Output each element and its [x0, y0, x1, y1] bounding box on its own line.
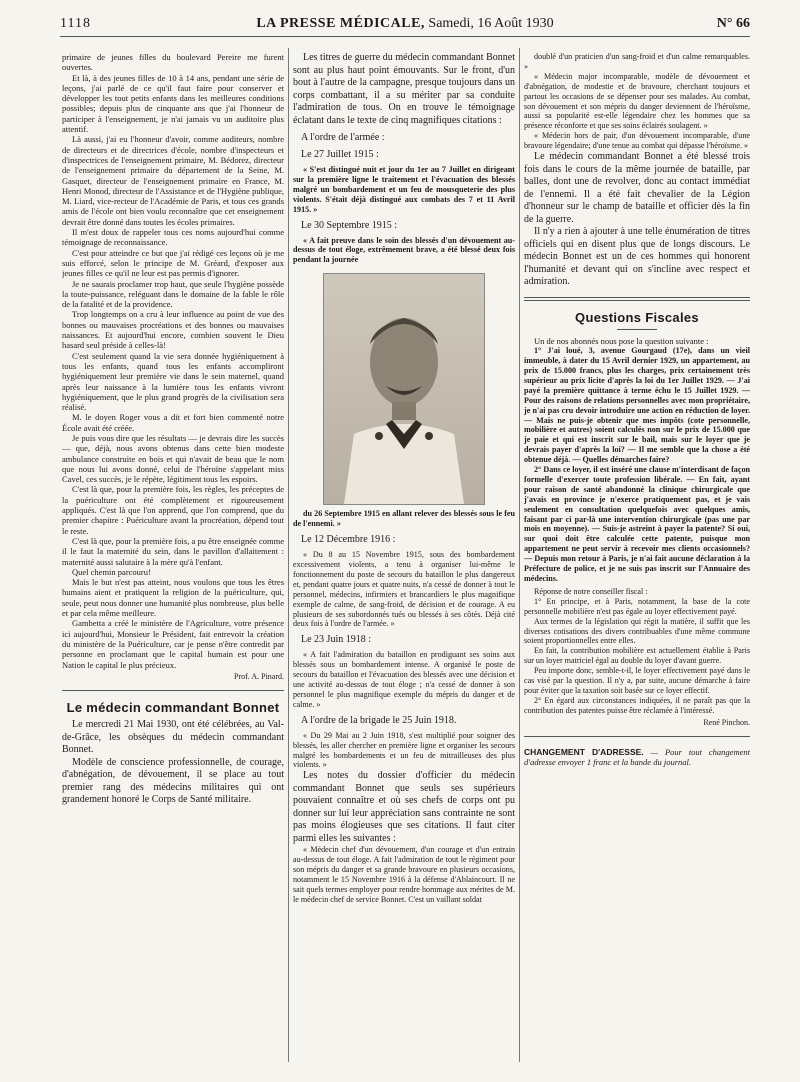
body-paragraph: Je puis vous dire que les résultats — je devrais dire les succès — que, déjà, nous avons obtenus dans cette bien modeste ambulance construite en bois et qui n'avait de beau que le nom que nous lui avons donné, celui de l'héroïne s'appelant miss Cavel, ces succès, je le répète, légitiment tous les espoirs. [62, 432, 284, 485]
body-paragraph: C'est seulement quand la vie sera donnée hygiéniquement à tous les enfants, quand tous les enfants accompliront hygiéniquement leur première vie dans le sein maternel, quand après leur naissance à la lumière tous les enfants vivront hygiéniquement, que le plus grand progrès de la civilisation sera réalisé. [62, 350, 284, 413]
citation-text: « Médecin major incomparable, modèle de dévouement et d'abnégation, de modestie et de bravoure, cherchant toujours et partout les occasions de se dépenser pour ses malades. Au combat, son dévouement et son mépris du danger deviennent de l'héroïsme, aussi sa popularité est-elle légendaire chez les hommes que sa présence réconforte et que ses soins éclairés soulagent. » [524, 71, 750, 131]
section-divider [524, 297, 750, 298]
reply-text: 1° En principe, et à Paris, notamment, la base de la cote personnelle mobilière n'est pas égale au loyer effectivement payé. [524, 596, 750, 616]
citation-date: Le 27 Juillet 1915 : [301, 149, 379, 160]
body-paragraph: M. le doyen Roger vous a dit et fort bien commenté notre École avait été créée. [62, 412, 284, 433]
column-1 [62, 52, 284, 1060]
reply-text: Aux termes de la législation qui régit la matière, il suffit que les diverses cotisations des divers contribuables d'une même commune soient proportionnelles entre elles. [524, 616, 750, 646]
body-paragraph: Quel chemin parcouru! [72, 566, 151, 577]
citation-date: Le 12 Décembre 1916 : [301, 534, 396, 546]
body-paragraph: Et là, à des jeunes filles de 10 à 14 ans, pendant une série de leçons, j'ai parlé de ce qu'il faut faire pour conserver et développer les tout petits enfants dans les meilleures conditions possibles; depuis plus de cinquante ans que j'ai l'honneur de participer à l'enseignement, je n'ai jamais vu un auditoire plus attentif. [62, 72, 284, 135]
page-number: 1118 [60, 16, 91, 31]
issue-date: Samedi, 16 Août 1930 [428, 16, 554, 31]
body-paragraph: Trop longtemps on a cru à leur influence au point de vue des bonnes ou mauvaises procréations et des bonnes ou mauvaises naissances. Et aujourd'hui encore, combien souvent le Dieu hasard seul préside à celles-là! [62, 309, 284, 351]
body-paragraph: Un de nos abonnés nous pose la question suivante : [534, 335, 709, 346]
citation-text: « Du 29 Mai au 2 Juin 1918, s'est multiplié pour soigner des blessés, les aller chercher en première ligne et organiser les secours malgré les bombardements et un feu de mitrailleuses des plus violents. » [293, 730, 515, 770]
citation-date: Le 30 Septembre 1915 : [301, 219, 398, 231]
citation-text: « S'est distingué nuit et jour du 1er au 7 Juillet en dirigeant sur la première ligne le traitement et l'évacuation des blessés malgré un bombardement et un feu de mousqueterie des plus violents. S'était déjà distingué aux combats des 7 et 11 Avril 1915. » [293, 165, 515, 214]
question-text: 1° J'ai loué, 3, avenue Gourgaud (17e), dans un vieil immeuble, à dater du 15 Avril dernier 1929, un appartement, au prix de 15.000 francs, plus les charges, prix certainement très supérieur au prix licite d'après la loi du 1er Juillet 1929. — J'ai payé la première quittance à terme échu le 15 Juillet 1929. — Pour des raisons de relations personnelles avec mon propriétaire, je n'ai pas cru devoir introduire une action en réduction de loyer. — Mais ne puis-je obtenir que mes impôts (cote personnelle, mobilière et autres) soient calculés non sur le prix de 15.000 que je paie et qui est inscrit sur le bail, mais sur le loyer que je devrais payer d'après la loi? — Il me semble que la chose a été obtenue déjà. — Quelles démarches faire? [524, 346, 750, 465]
address-change-notice [524, 747, 750, 768]
author-signature: Prof. A. Pinard. [234, 671, 284, 681]
citation-text: « Du 8 au 15 Novembre 1915, sous des bombardement excessivement violents, a tenu à organiser lui-même le fonctionnement du poste de secours du bataillon le plus dangereux et, pendant quatre jours et quatre nuits, n'a cessé de donner à tout le personnel, médecins, infirmiers et brancardiers le plus magnifique exemple de calme, de sang-froid, de décision et de courage. A eu plusieurs de ses subordonnés tués ou blessés à ses côtés. Déjà cité deux fois à l'ordre de l'armée. » [293, 550, 515, 629]
column-rule [519, 48, 520, 1062]
article-title: Le médecin commandant Bonnet [66, 700, 280, 716]
section-divider [524, 736, 750, 737]
reply-text: Peu importe donc, semble-t-il, le loyer effectivement payé dans le cas visé par la question. Il n'y a, par suite, aucune démarche à faire pour éviter que la taxation soit basée sur ce loyer effectif. [524, 666, 750, 695]
reply-heading: Réponse de notre conseiller fiscal : [534, 586, 648, 596]
citation-text: du 26 Septembre 1915 en allant relever des blessés sous le feu de l'ennemi. » [293, 509, 515, 529]
journal-name: LA PRESSE MÉDICALE, [256, 16, 425, 31]
column-2 [293, 52, 515, 1062]
reply-text: 2° En égard aux circonstances indiquées, il ne paraît pas que la contribution des patentes puisse être réclamée à l'intéressé. [524, 695, 750, 715]
citation-text: « A fait preuve dans le soin des blessés d'un dévouement au-dessus de tout éloge, extrêmement brave, a été blessé deux fois pendant la journée [293, 235, 515, 265]
journal-title-line [60, 16, 750, 32]
body-paragraph: C'est là que, pour la première fois, les règles, les préceptes de la puériculture ont été complètement et rigoureusement appliqués. C'est là que l'on apprend, que l'on comprend, que du premier chapitre : Puériculture avant la procréation, dépend tout le reste. [62, 484, 284, 536]
article-paragraph: Modèle de conscience professionnelle, de courage, d'abnégation, de dévouement, il se place au tout premier rang des médecins militaires qui ont grandement honoré le Corps de Santé militaire. [62, 756, 284, 806]
column-rule [288, 48, 289, 1062]
article-paragraph: Le médecin commandant Bonnet a été blessé trois fois dans le cours de la même journée de bataille, par balles, dont une de revolver, donc au contact immédiat de l'ennemi. Il a été fait chevalier de la Légion d'honneur sur le champ de bataille et officier dès la fin de la guerre. [524, 151, 750, 225]
page-header [60, 14, 750, 37]
section-divider [62, 690, 284, 691]
body-paragraph: Il m'est doux de rappeler tous ces noms aujourd'hui comme témoignage de reconnaissance. [62, 227, 284, 248]
question-text: 2° Dans ce loyer, il est inséré une clause m'interdisant de façon formelle d'exercer toute profession libérale. — En fait, ayant pour raison de santé abandonné la clinique chirurgicale que j'avais en province je n'exerce pratiquement pas, et je vais seulement en consultation quelquefois avec quelques amis, faisant par ci par-là une intervention chirurgicale (pas une par mois en moyenne). — Suis-je astreint à payer la patente? Si oui, sur quoi doit être calculée cette patente, puisque mon appartement ne peut servir à recevoir mes clients occasionnels? — Depuis mon retour à Paris, je n'ai fait aucune déclaration à la Préfecture de police, et je ne suis pas inscrit sur l'Annuaire des médecins. [524, 465, 750, 583]
body-paragraph: primaire de jeunes filles du boulevard Pereire me furent ouvertes. [62, 52, 284, 73]
article-paragraph: Il n'y a rien à ajouter à une telle énumération de titres officiels qui en disent plus que de longs discours. Le médecin Bonnet est un de ces hommes qui honorent l'humanité et devant qui on s'incline avec respect et admiration. [524, 226, 750, 288]
article-paragraph: Le mercredi 21 Mai 1930, ont été célébrées, au Val-de-Grâce, les obsèques du médecin commandant Bonnet. [62, 719, 284, 756]
issue-number: N° 66 [716, 16, 750, 31]
article-paragraph: Les titres de guerre du médecin commandant Bonnet sont au plus haut point émouvants. Sur le front, d'un bout à l'autre de la campagne, presque toujours dans un corps combattant, il a su mériter par sa conduite l'admiration de tous. On en trouve le témoignage éclatant dans le texte de cinq magnifiques citations : [293, 52, 515, 126]
body-paragraph: Là aussi, j'ai eu l'honneur d'avoir, comme auditeurs, nombre de directeurs et de directrices d'école, nombre d'inspecteurs et d'inspectrices de l'enseignement primaire, M. Bédorez, directeur de l'enseignement primaire du département de la Seine, M. Gasquet, directeur de l'enseignement primaire en France, M. Henri Monod, directeur de l'Assistance et de l'Hygiène publique, M. Liard, vice-recteur de l'Académie de Paris, et tous ces grands amis de l'école ont bien voulu reconnaître que cet enseignement devrait être donné dans toutes les écoles primaires. [62, 134, 284, 227]
body-paragraph: C'est là que, pour la première fois, a pu être enseignée comme il le faut la maternité du sein, dans le pavillon d'allaitement : maternité aussi salutaire à la mère qu'à l'enfant. [62, 535, 284, 567]
notice-label: CHANGEMENT D'ADRESSE. [524, 746, 644, 757]
portrait-photo [323, 273, 485, 505]
article-paragraph: Les notes du dossier d'officier du médecin commandant Bonnet que seuls ses supérieurs pouvaient connaître et où ses chefs de corps ont pu donner sur lui leur appréciation sans contrainte ne sont pas moins élogieuses que ses citations. Il faut citer parmi elles les suivantes : [293, 770, 515, 844]
citation-text: doublé d'un praticien d'un sang-froid et d'un calme remarquables. » [524, 52, 750, 71]
body-paragraph: Je ne saurais proclamer trop haut, que seule l'hygiène possède la toute-puissance, reléguant dans le domaine de la fable le rôle de la fatalité et de la providence. [62, 278, 284, 310]
column-3 [524, 52, 750, 1062]
notice-text: — Pour tout changement d'adresse envoyer 1 franc et la bande du journal. [524, 746, 750, 768]
body-paragraph: Gambetta a créé le ministère de l'Agriculture, votre présence ici aujourd'hui, Monsieur le Président, fait entrevoir la création du ministère de la Puériculture, car je pense n'être contredit par personne en proclamant que le capital humain est pour une Nation le capital le plus précieux. [62, 618, 284, 670]
citation-text: « Médecin chef d'un dévouement, d'un courage et d'un entrain au-dessus de tout éloge. A fait l'admiration de tout le régiment pour son mépris du danger et sa grande bravoure en plusieurs occasions, notamment le 15 Novembre 1916 à la défense d'Ablaincourt. Il ne sait quels termes employer pour rendre hommage aux mérites de M. le médecin chef de service Bonnet. C'est un vaillant soldat [293, 845, 515, 904]
section-title: Questions Fiscales [575, 309, 699, 325]
citation-text: « A fait l'admiration du bataillon en prodiguant ses soins aux blessés sous un bombardement intense. A organisé le poste de secours du bataillon et l'évacuation des blessés avec une décision et une activité au-dessus de tout éloge ; n'a cessé de donner à son personnel le plus magnifique exemple du mépris du danger et de calme. » [293, 650, 515, 709]
citation-date: Le 23 Juin 1918 : [301, 634, 371, 646]
citation-heading: A l'ordre de l'armée : [301, 132, 385, 143]
author-signature: René Pinchon. [703, 717, 750, 727]
portrait-illustration [324, 274, 484, 504]
title-underline [617, 329, 657, 330]
reply-text: En fait, la contribution mobilière est actuellement établie à Paris sur un loyer matriciel égal au double du loyer d'avant guerre. [524, 646, 750, 666]
body-paragraph: Mais le but n'est pas atteint, nous voulons que tous les êtres humains aient et pratiquent la religion de la puériculture, qui, seule, peut nous donner une humanité plus nombreuse, plus belle et par cela même meilleure. [62, 577, 284, 619]
citation-text: « Médecin hors de pair, d'un dévouement incomparable, d'une bravoure légendaire; d'une tenue au combat qui dépasse l'héroïsme. » [524, 131, 750, 151]
section-divider [524, 300, 750, 301]
body-paragraph: C'est pour atteindre ce but que j'ai rédigé ces leçons où je me suis efforcé, selon le principe de M. Gréard, d'exposer aux jeunes filles ce qu'il ne leur est pas permis d'ignorer. [62, 247, 284, 279]
citation-heading: A l'ordre de la brigade le 25 Juin 1918. [301, 714, 457, 726]
